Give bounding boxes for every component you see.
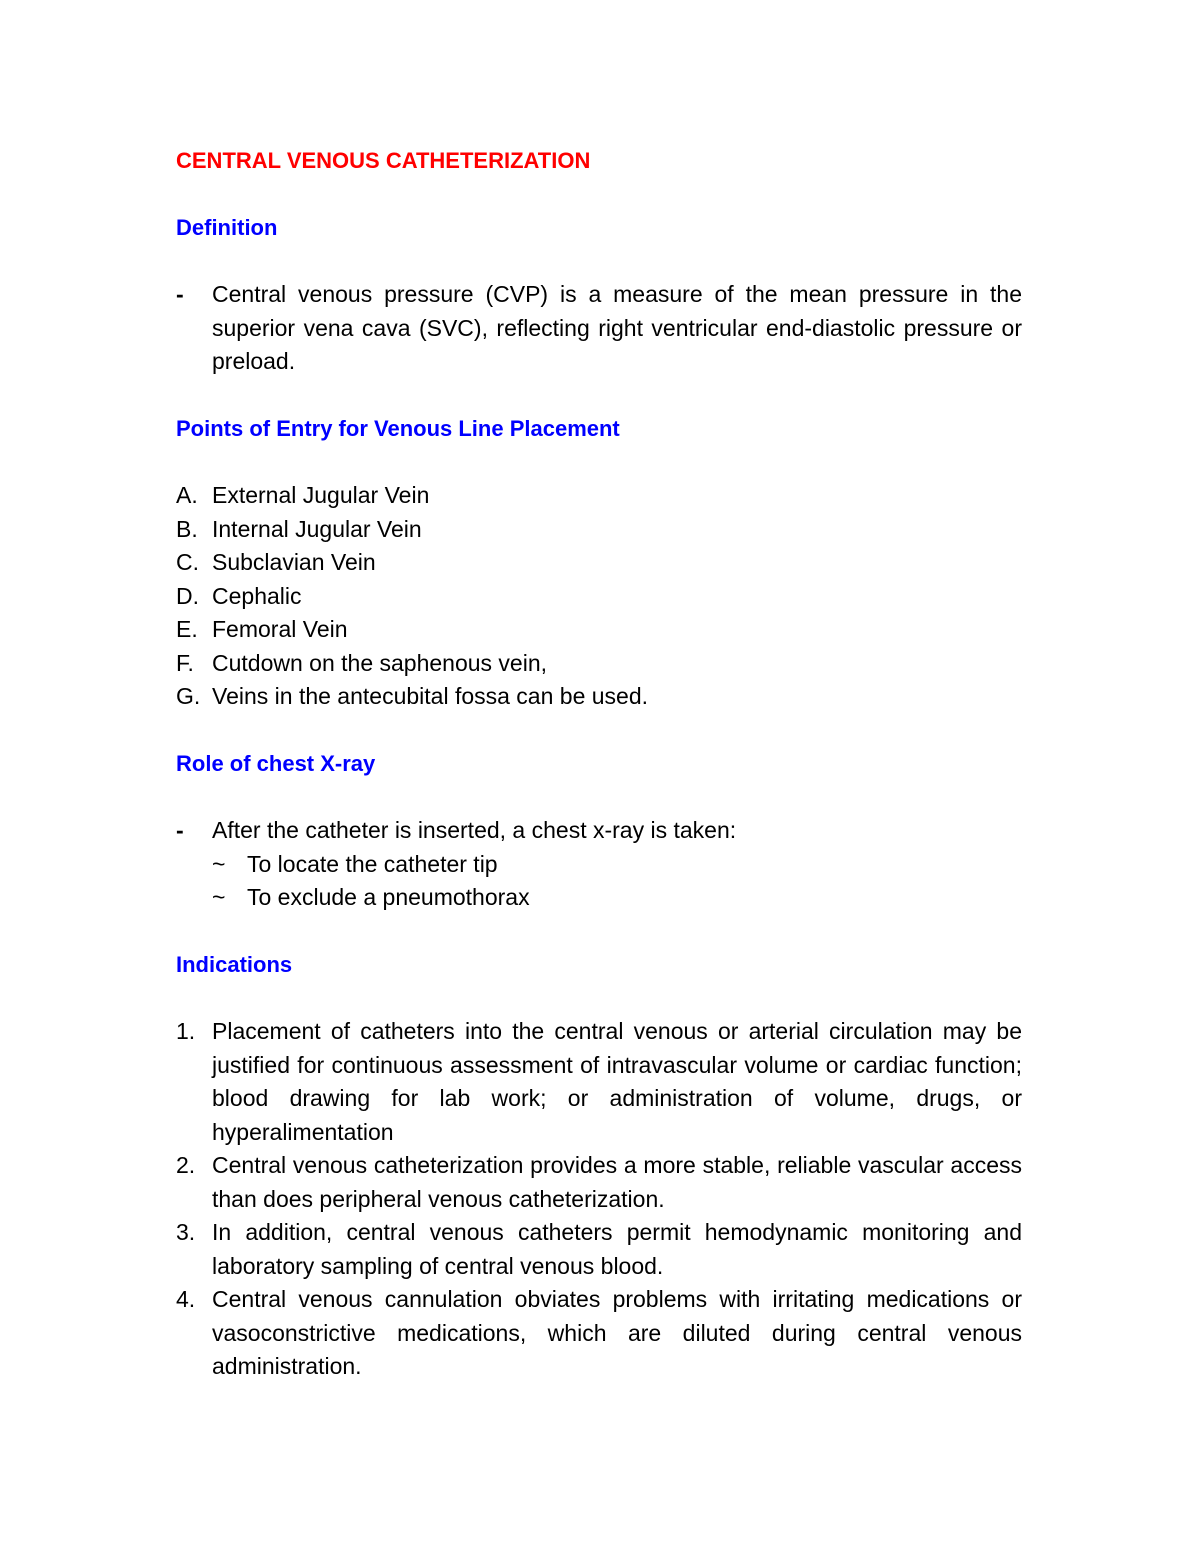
indications-heading: Indications <box>176 952 293 977</box>
spacer <box>176 915 1022 949</box>
spacer <box>176 982 1022 1016</box>
list-item-text: In addition, central venous catheters permit hemodynamic monitoring and laboratory sampling of central venous blood. <box>212 1219 1022 1279</box>
chest-xray-list <box>176 814 1022 848</box>
document-title: CENTRAL VENOUS CATHETERIZATION <box>176 148 591 173</box>
chest-xray-sublist <box>176 848 1022 915</box>
list-item <box>176 1149 1022 1216</box>
list-item <box>176 1283 1022 1384</box>
list-item-text: Subclavian Vein <box>212 549 376 575</box>
list-marker: E. <box>176 616 198 642</box>
list-item-text: Veins in the antecubital fossa can be used. <box>212 683 649 709</box>
list-item-text: Cephalic <box>212 582 302 609</box>
list-marker: D. <box>176 582 199 609</box>
list-marker: 4. <box>176 1286 196 1312</box>
list-marker: 3. <box>176 1219 196 1245</box>
list-marker: 1. <box>176 1018 196 1044</box>
sub-list-item <box>176 881 1022 915</box>
spacer <box>176 245 1022 279</box>
dash-bullet-icon: - <box>176 817 184 843</box>
list-item <box>176 1216 1022 1283</box>
list-item-text: Cutdown on the saphenous vein, <box>212 649 548 676</box>
sub-list-item <box>176 848 1022 882</box>
list-item <box>176 613 1022 647</box>
spacer <box>176 178 1022 212</box>
list-item <box>176 479 1022 513</box>
points-of-entry-list <box>176 479 1022 714</box>
list-marker: F. <box>176 649 194 676</box>
list-item-text: Placement of catheters into the central venous or arterial circulation may be justified for continuous assessment of intravascular volume or cardiac function; blood drawing for lab work; or administration of volume, drugs, or hyperalimentation <box>212 1018 1022 1145</box>
definition-heading: Definition <box>176 215 278 240</box>
tilde-bullet-icon: ~ <box>212 850 226 877</box>
list-item-text: Central venous catheterization provides a more stable, reliable vascular access than does peripheral venous catheterization. <box>212 1152 1022 1212</box>
list-item-text: Central venous cannulation obviates problems with irritating medications or vasoconstrictive medications, which are diluted during central venous administration. <box>212 1286 1022 1379</box>
spacer <box>176 379 1022 413</box>
definition-list <box>176 278 1022 379</box>
list-marker: 2. <box>176 1152 196 1178</box>
list-item <box>176 1015 1022 1149</box>
dash-bullet-icon: - <box>176 281 184 307</box>
list-item-text: Femoral Vein <box>212 616 348 642</box>
sub-list-item-text: To locate the catheter tip <box>247 850 498 877</box>
list-marker: C. <box>176 549 199 575</box>
tilde-bullet-icon: ~ <box>212 884 226 910</box>
list-item <box>176 647 1022 681</box>
sub-list-item-text: To exclude a pneumothorax <box>247 884 530 910</box>
chest-xray-text: After the catheter is inserted, a chest x-ray is taken: <box>212 817 737 843</box>
points-of-entry-heading: Points of Entry for Venous Line Placement <box>176 416 620 441</box>
document-body <box>176 144 1022 1384</box>
list-item-text: Internal Jugular Vein <box>212 515 422 542</box>
chest-xray-item <box>176 814 1022 848</box>
spacer <box>176 446 1022 480</box>
list-item <box>176 546 1022 580</box>
list-item <box>176 680 1022 714</box>
indications-list <box>176 1015 1022 1384</box>
spacer <box>176 714 1022 748</box>
list-marker: G. <box>176 683 201 709</box>
definition-item <box>176 278 1022 379</box>
list-marker: A. <box>176 482 198 508</box>
list-marker: B. <box>176 515 198 542</box>
chest-xray-heading: Role of chest X-ray <box>176 751 376 776</box>
definition-text: Central venous pressure (CVP) is a measure of the mean pressure in the superior vena cava (SVC), reflecting right ventricular end-diastolic pressure or preload. <box>212 281 1022 374</box>
list-item <box>176 580 1022 614</box>
list-item <box>176 513 1022 547</box>
list-item-text: External Jugular Vein <box>212 482 430 508</box>
spacer <box>176 781 1022 815</box>
